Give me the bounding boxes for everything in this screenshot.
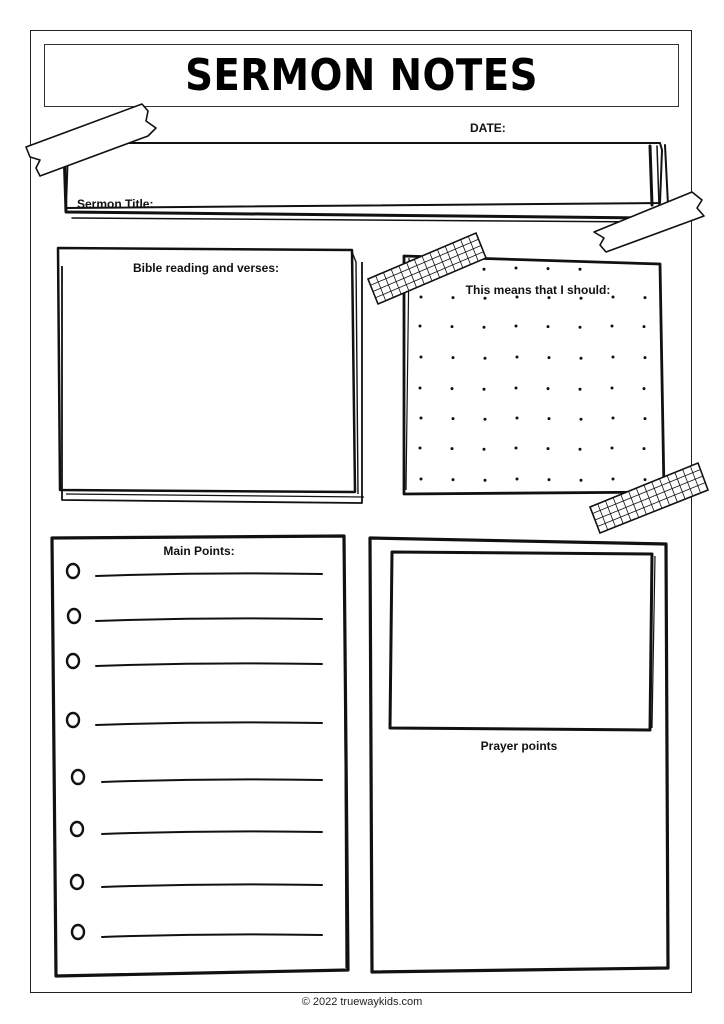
grid-dot [452,417,455,420]
bullet-circle [67,564,79,578]
grid-dot [420,356,423,359]
bullet-circle [71,875,83,889]
bullet-circle [71,822,83,836]
grid-dot [579,448,582,451]
page-title: SERMON NOTES [185,50,538,101]
grid-dot [451,325,454,328]
grid-dot [611,387,614,390]
main-points-label: Main Points: [163,544,235,558]
grid-dot [515,387,518,390]
grid-dot [580,479,583,482]
grid-dot [451,447,454,450]
grid-dot [579,326,582,329]
bullet-circle [67,654,79,668]
grid-dot [483,448,486,451]
grid-dot [611,325,614,328]
main-points-box [52,536,348,976]
bullet-circle [72,770,84,784]
grid-dot [516,356,519,359]
writing-line [102,934,322,937]
grid-dot [420,478,423,481]
writing-line [96,663,322,666]
grid-dot [548,478,551,481]
grid-dot [516,478,519,481]
grid-dot [515,267,518,270]
grid-dot [547,387,550,390]
grid-dot [548,417,551,420]
grid-dot [580,357,583,360]
grid-dot [452,356,455,359]
grid-dot [580,418,583,421]
grid-dot [644,356,647,359]
writing-line [96,618,322,621]
bullet-circle [68,609,80,623]
date-label: DATE: [470,121,506,135]
bible-reading-label: Bible reading and verses: [132,261,280,275]
grid-dot [579,388,582,391]
grid-dot [515,325,518,328]
grid-dot [516,417,519,420]
writing-line [96,573,322,576]
grid-dot [644,478,647,481]
grid-tape-bottom [590,463,708,533]
grid-dot [643,447,646,450]
grid-dot [419,447,422,450]
grid-dot [612,478,615,481]
grid-dot [484,418,487,421]
grid-dot [483,268,486,271]
grid-dot [644,417,647,420]
grid-dot [452,478,455,481]
grid-dot [612,417,615,420]
main-points-bullets [67,564,322,939]
sermon-title-banner [64,143,668,222]
writing-line [96,722,322,725]
sermon-title-label: Sermon Title: [77,197,154,211]
prayer-points-box [370,538,668,972]
grid-dot [611,447,614,450]
footer-copyright: © 2022 truewaykids.com [301,996,423,1008]
grid-dot [420,417,423,420]
writing-line [102,831,322,834]
dot-grid [419,267,647,482]
grid-dot [547,325,550,328]
grid-dot [515,447,518,450]
tape-top-left [26,104,156,176]
grid-dot [579,268,582,271]
grid-dot [547,267,550,270]
grid-dot [548,356,551,359]
bible-reading-box [58,248,364,503]
grid-dot [643,325,646,328]
writing-line [102,884,322,887]
grid-dot [484,357,487,360]
grid-dot [643,387,646,390]
grid-dot [483,326,486,329]
grid-dot [451,387,454,390]
grid-dot [484,479,487,482]
grid-dot [580,297,583,300]
means-that-label: This means that I should: [465,283,611,297]
writing-line [102,779,322,782]
grid-dot [419,325,422,328]
grid-dot [612,356,615,359]
bullet-circle [67,713,79,727]
grid-dot [547,447,550,450]
bullet-circle [72,925,84,939]
grid-dot [484,297,487,300]
grid-dot [419,387,422,390]
prayer-points-label: Prayer points [480,739,558,753]
grid-dot [483,388,486,391]
